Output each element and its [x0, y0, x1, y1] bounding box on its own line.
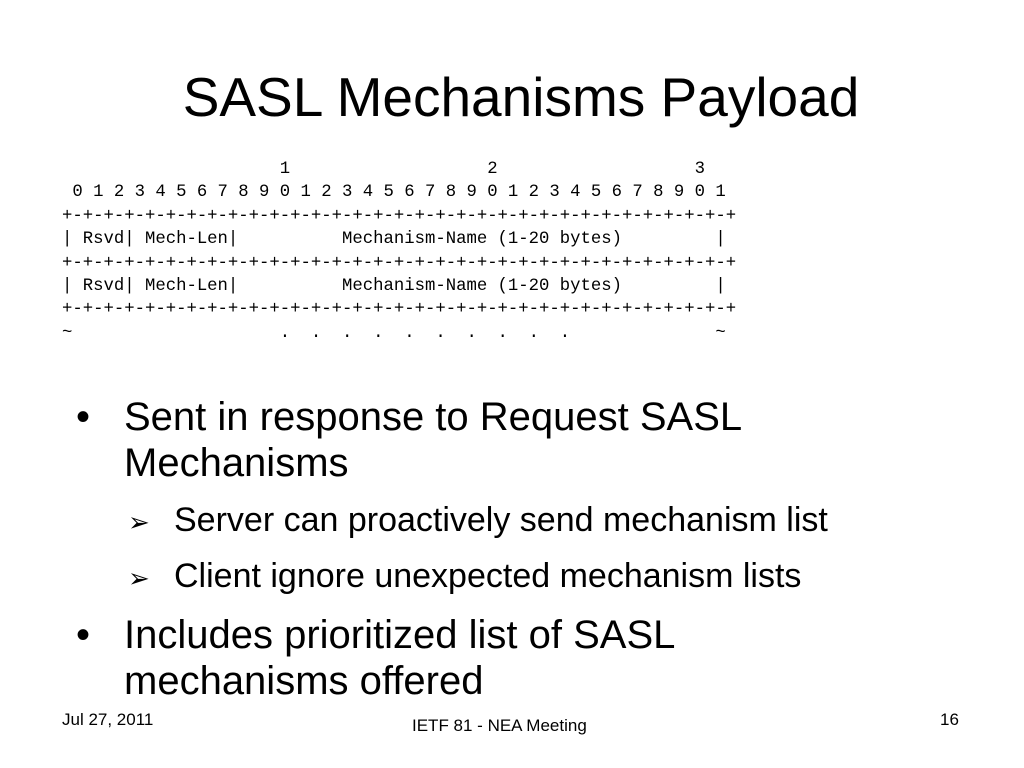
bullet-text: Sent in response to Request SASL Mechanisms: [124, 395, 741, 485]
diagram-bit-tens-row: 1 2 3: [62, 160, 705, 179]
footer-page-number: 16: [940, 710, 959, 729]
arrow-bullet-icon: ➢: [128, 507, 150, 537]
arrow-bullet-icon: ➢: [128, 563, 150, 593]
sub-bullet-item: [128, 500, 988, 540]
diagram-field-row: | Rsvd| Mech-Len| Mechanism-Name (1-20 bytes) |: [62, 276, 726, 296]
bullet-item: [62, 612, 922, 704]
slide-title: SASL Mechanisms Payload: [182, 66, 860, 128]
diagram-border-row: +-+-+-+-+-+-+-+-+-+-+-+-+-+-+-+-+-+-+-+-+-+-+-+-+-+-+-+-+-+-+-+-+: [62, 206, 737, 226]
sub-bullet-item: [128, 556, 988, 596]
diagram-ellipsis-row: ~ . . . . . . . . . . ~: [62, 323, 726, 343]
sub-bullet-text: Server can proactively send mechanism list: [174, 501, 828, 539]
footer-date: Jul 27, 2011: [62, 710, 154, 729]
bullet-icon: •: [76, 395, 91, 439]
footer-event: IETF 81 - NEA Meeting: [412, 716, 587, 735]
diagram-border-row: +-+-+-+-+-+-+-+-+-+-+-+-+-+-+-+-+-+-+-+-+-+-+-+-+-+-+-+-+-+-+-+-+: [62, 300, 737, 320]
sub-bullet-text: Client ignore unexpected mechanism lists: [174, 557, 802, 595]
diagram-field-row: | Rsvd| Mech-Len| Mechanism-Name (1-20 bytes) |: [62, 230, 726, 250]
diagram-bit-ones-row: 0 1 2 3 4 5 6 7 8 9 0 1 2 3 4 5 6 7 8 9 0 1 2 3 4 5 6 7 8 9 0 1: [62, 183, 726, 203]
bullet-item: [62, 394, 922, 486]
bullet-icon: •: [76, 613, 91, 657]
bullet-text: Includes prioritized list of SASL mechanisms offered: [124, 613, 674, 703]
diagram-border-row: +-+-+-+-+-+-+-+-+-+-+-+-+-+-+-+-+-+-+-+-+-+-+-+-+-+-+-+-+-+-+-+-+: [62, 253, 737, 273]
